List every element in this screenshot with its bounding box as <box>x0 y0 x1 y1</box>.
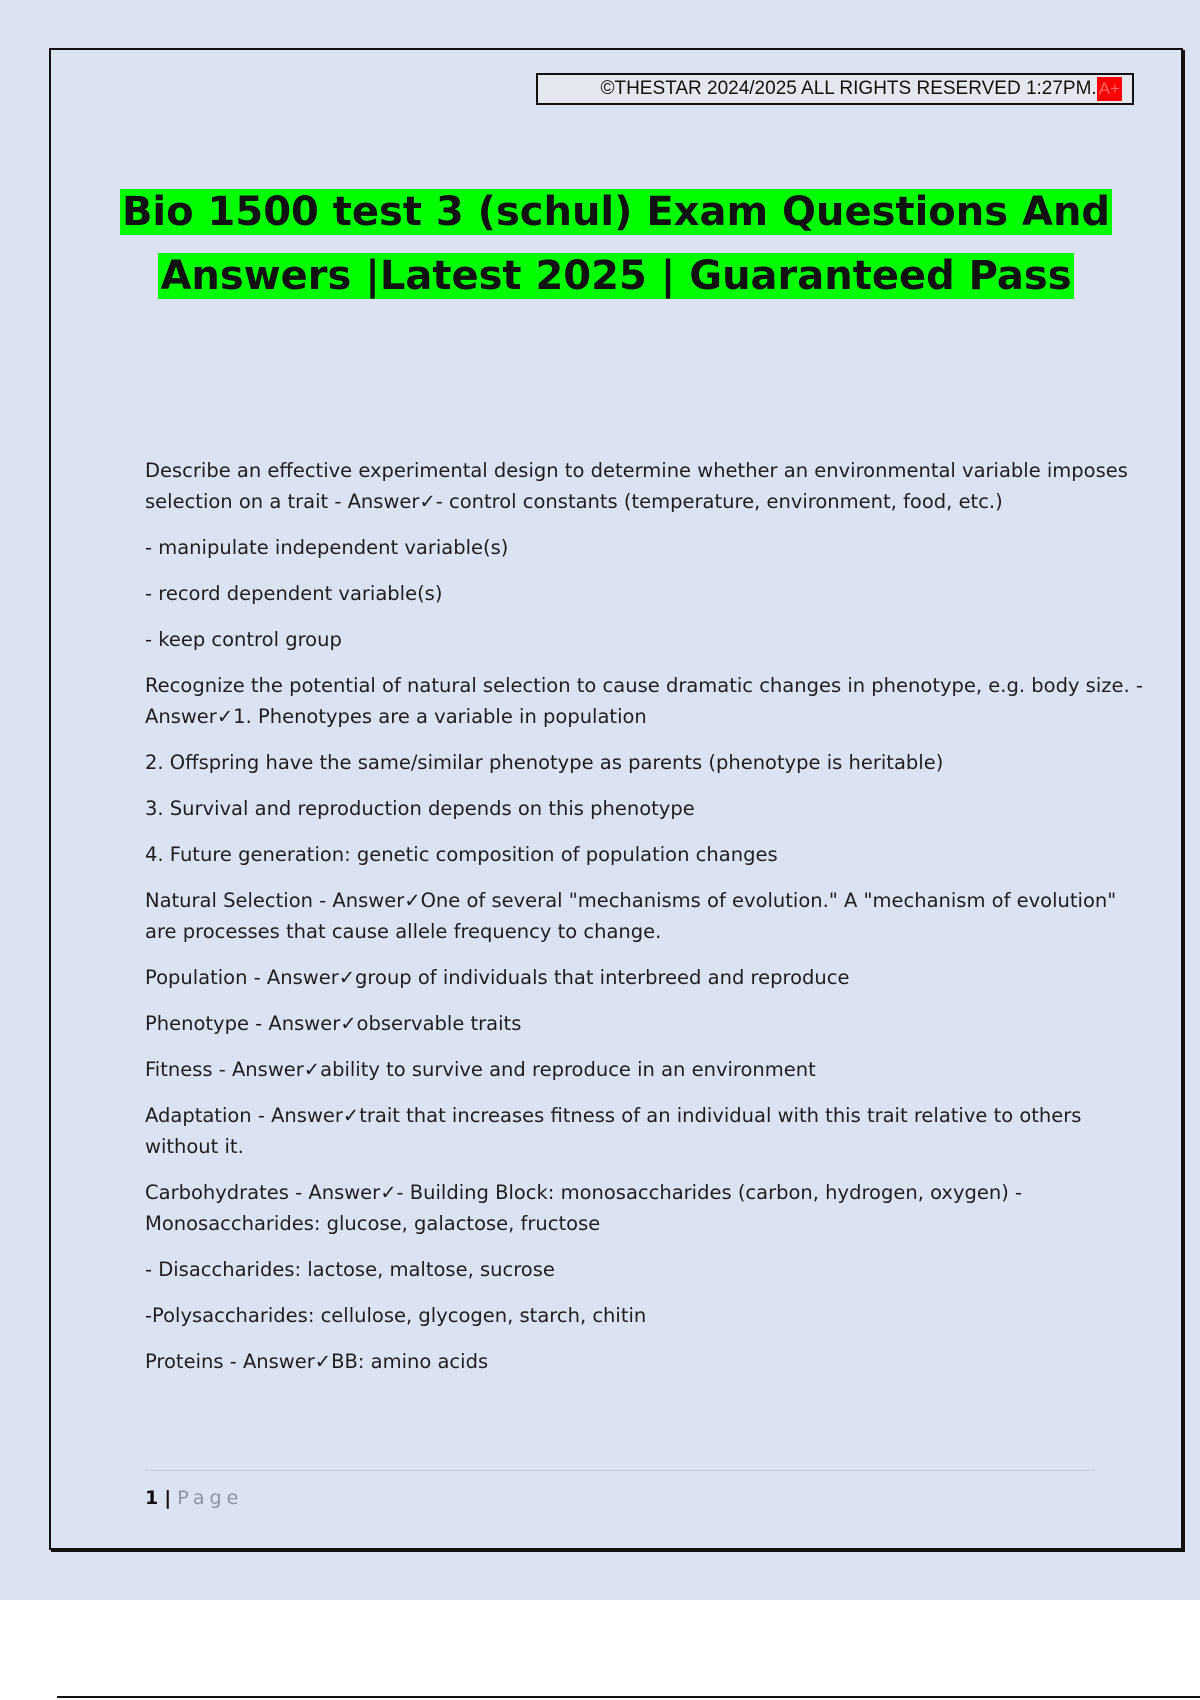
page-footer <box>145 1487 243 1509</box>
page-number: 1 <box>145 1487 159 1509</box>
paragraph: 3. Survival and reproduction depends on this phenotype <box>145 797 695 820</box>
document-body <box>145 455 1145 1392</box>
bottom-rule <box>57 1696 1200 1698</box>
paragraph: 2. Offspring have the same/similar phenotype as parents (phenotype is heritable) <box>145 751 944 774</box>
title-line-2: Answers |Latest 2025 | Guaranteed Pass <box>160 253 1072 299</box>
copyright-text: ©THESTAR 2024/2025 ALL RIGHTS RESERVED 1:27PM. <box>600 78 1097 99</box>
paragraph: 4. Future generation: genetic composition of population changes <box>145 843 778 866</box>
grade-badge: A+ <box>1097 77 1122 101</box>
paragraph: Carbohydrates - Answer✓- Building Block: monosaccharides (carbon, hydrogen, oxygen) - Monosaccharides: glucose, galactose, fructose <box>145 1181 1023 1235</box>
paragraph: Describe an effective experimental design to determine whether an environmental variable imposes selection on a trait - Answer✓- control constants (temperature, environment, food, etc.) <box>145 459 1128 513</box>
document-page <box>49 48 1183 1550</box>
paragraph: Phenotype - Answer✓observable traits <box>145 1012 522 1035</box>
paragraph: Recognize the potential of natural selection to cause dramatic changes in phenotype, e.g. body size. - Answer✓1. Phenotypes are a variable in population <box>145 674 1143 728</box>
paragraph: Proteins - Answer✓BB: amino acids <box>145 1350 489 1373</box>
document-title <box>111 180 1121 308</box>
paragraph: Adaptation - Answer✓trait that increases fitness of an individual with this trait relative to others without it. <box>145 1104 1082 1158</box>
paragraph: Natural Selection - Answer✓One of several "mechanisms of evolution." A "mechanism of evolution" are processes that cause allele frequency to change. <box>145 889 1117 943</box>
page-label: Page <box>177 1487 244 1509</box>
paragraph: Population - Answer✓group of individuals that interbreed and reproduce <box>145 966 850 989</box>
paragraph: - keep control group <box>145 628 342 651</box>
paragraph: -Polysaccharides: cellulose, glycogen, starch, chitin <box>145 1304 647 1327</box>
title-line-1: Bio 1500 test 3 (schul) Exam Questions And <box>121 189 1111 235</box>
footer-divider <box>145 1470 1095 1471</box>
page-separator: | <box>164 1487 172 1509</box>
copyright-header <box>536 73 1134 105</box>
paragraph: - manipulate independent variable(s) <box>145 536 509 559</box>
paragraph: Fitness - Answer✓ability to survive and reproduce in an environment <box>145 1058 816 1081</box>
paragraph: - record dependent variable(s) <box>145 582 443 605</box>
paragraph: - Disaccharides: lactose, maltose, sucrose <box>145 1258 555 1281</box>
